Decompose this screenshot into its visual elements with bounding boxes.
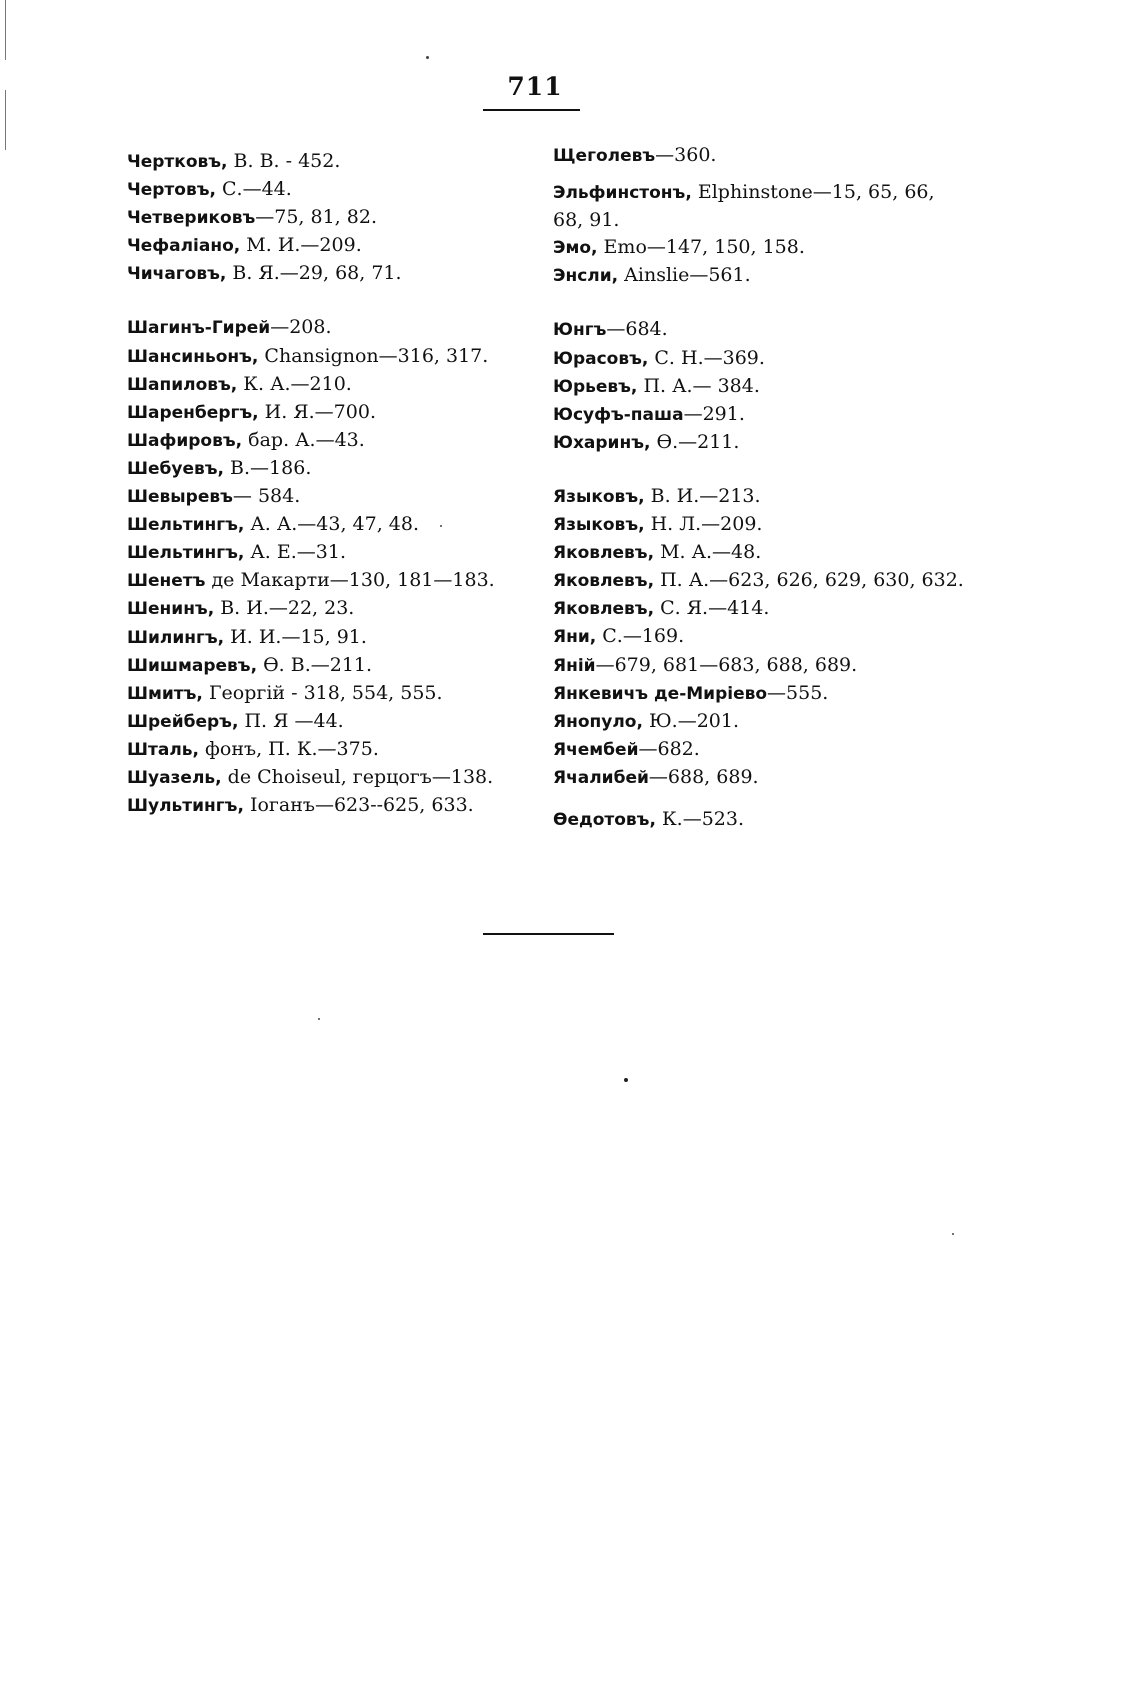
index-entry: Шишмаревъ, Ѳ. В.—211. — [127, 653, 373, 676]
scan-speck — [318, 1018, 320, 1020]
index-entry: Шенетъ де Макарти—130, 181—183. — [127, 569, 495, 592]
scan-speck — [426, 56, 429, 59]
index-entry: Шталь, фонъ, П. К.—375. — [127, 737, 379, 760]
scan-speck — [952, 1233, 954, 1235]
index-entry: Янкевичъ де-Миріево—555. — [553, 681, 829, 704]
index-entry: Шельтингъ, А. А.—43, 47, 48. — [127, 513, 420, 536]
index-entry: Шуазель, de Choiseul, герцогъ—138. — [127, 765, 494, 788]
index-entry: Ѳедотовъ, К.—523. — [553, 807, 745, 830]
index-entry: Юхаринъ, Ѳ.—211. — [553, 430, 740, 453]
index-entry: Шагинъ-Гирей—208. — [127, 316, 332, 339]
index-entry: Эльфинстонъ, Elphinstone—15, 65, 66, 68, 91. — [553, 181, 935, 232]
index-entry: Юрасовъ, С. Н.—369. — [553, 346, 765, 369]
index-entry: Яній—679, 681—683, 688, 689. — [553, 653, 858, 676]
index-entry: Шевыревъ— 584. — [127, 485, 301, 508]
index-entry: Чичаговъ, В. Я.—29, 68, 71. — [127, 262, 402, 285]
scan-speck — [624, 1078, 628, 1082]
index-entry: Шаренбергъ, И. Я.—700. — [127, 400, 376, 423]
index-entry: Яковлевъ, П. А.—623, 626, 629, 630, 632. — [553, 569, 964, 592]
index-entry: Шафировъ, бар. А.—43. — [127, 428, 365, 451]
index-column-right — [553, 142, 993, 834]
index-entry: Юсуфъ-паша—291. — [553, 402, 745, 425]
index-entry: Энсли, Ainslie—561. — [553, 264, 751, 287]
index-entry: Языковъ, В. И.—213. — [553, 484, 761, 507]
index-entry: Шельтингъ, А. Е.—31. — [127, 541, 346, 564]
index-entry: Шилингъ, И. И.—15, 91. — [127, 625, 367, 648]
index-entry: Янопуло, Ю.—201. — [553, 709, 739, 732]
index-entry: Чефаліано, М. И.—209. — [127, 234, 362, 257]
index-entry: Ячалибей—688, 689. — [553, 765, 759, 788]
index-entry: Щеголевъ—360. — [553, 144, 717, 166]
margin-mark — [5, 0, 6, 60]
index-entry: Ячембей—682. — [553, 737, 700, 760]
index-entry: Яни, С.—169. — [553, 625, 685, 648]
scan-speck — [440, 525, 442, 527]
index-entry: Чертовъ, С.—44. — [127, 178, 292, 201]
index-entry: Чертковъ, В. В. - 452. — [127, 150, 341, 172]
index-entry: Шенинъ, В. И.—22, 23. — [127, 597, 355, 620]
page-number-rule — [483, 109, 580, 111]
index-entry: Яковлевъ, С. Я.—414. — [553, 597, 770, 620]
margin-mark — [5, 90, 6, 150]
index-entry: Юрьевъ, П. А.— 384. — [553, 374, 760, 397]
index-entry: Шебуевъ, В.—186. — [127, 456, 312, 479]
index-entry: Юнгъ—684. — [553, 318, 668, 341]
index-entry: Эмо, Emo—147, 150, 158. — [553, 236, 805, 259]
index-entry: Шультингъ, Іоганъ—623--625, 633. — [127, 794, 474, 817]
index-entry: Шансиньонъ, Chansignon—316, 317. — [127, 344, 489, 367]
end-rule — [483, 933, 614, 935]
page-number: 711 — [507, 72, 563, 101]
index-entry: Шрейберъ, П. Я —44. — [127, 709, 344, 732]
index-column-left — [127, 148, 537, 820]
index-entry: Языковъ, Н. Л.—209. — [553, 513, 763, 536]
index-entry: Яковлевъ, М. А.—48. — [553, 541, 762, 564]
index-entry: Четвериковъ—75, 81, 82. — [127, 206, 377, 229]
index-entry: Шмитъ, Георгій - 318, 554, 555. — [127, 681, 443, 704]
index-entry: Шапиловъ, К. А.—210. — [127, 372, 352, 395]
